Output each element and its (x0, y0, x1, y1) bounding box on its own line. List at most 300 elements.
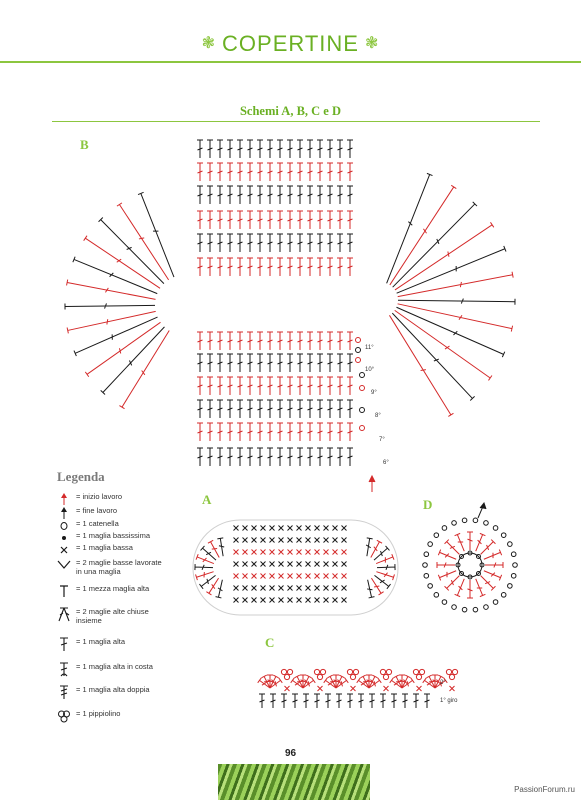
stitch-double-crochet (347, 332, 353, 350)
stitch-double-crochet (297, 332, 303, 350)
stitch-chain (434, 533, 439, 538)
stitch-double-crochet (307, 258, 313, 276)
legend-text: = fine lavoro (76, 506, 118, 515)
stitch-single-crochet (342, 574, 347, 579)
stitch-double-crochet (247, 140, 253, 158)
stitch-single-crochet (234, 574, 239, 579)
stitch-double-crochet (317, 186, 323, 204)
stitch-single-crochet (315, 526, 320, 531)
stitch-picot (413, 669, 418, 674)
section-title: Schemi A, B, C e D (239, 104, 342, 118)
stitch-chain (511, 552, 516, 557)
stitch-double-crochet (297, 163, 303, 181)
stitch-double-crochet (237, 140, 243, 158)
stitch-double-crochet (257, 400, 263, 418)
stitch-double-crochet (336, 694, 342, 708)
stitch-single-crochet (333, 586, 338, 591)
stitch-double-crochet (327, 354, 333, 372)
stitch-chain (462, 607, 467, 612)
stitch-double-crochet (237, 448, 243, 466)
stitch-double-crochet (481, 576, 496, 591)
stitch-single-crochet (252, 586, 257, 591)
stitch-double-crochet (247, 354, 253, 372)
stitch-double-crochet (347, 423, 353, 441)
stitch-double-crochet (197, 163, 203, 181)
stitch-double-crochet (247, 423, 253, 441)
stitch-double-crochet (267, 211, 273, 229)
stitch-chain (501, 533, 506, 538)
stitch-single-crochet (252, 574, 257, 579)
stitch-chain (442, 526, 447, 531)
stitch-double-crochet (307, 377, 313, 395)
round-label: 6° (383, 460, 389, 466)
stitch-double-crochet (327, 140, 333, 158)
stitch-single-crochet (270, 550, 275, 555)
stitch-double-crochet (217, 377, 223, 395)
stitch-double-crochet (207, 211, 213, 229)
stitch-double-crochet (197, 234, 203, 252)
legend-text: = 2 maglie alte chiuse insieme (76, 607, 149, 625)
stitch-single-crochet (333, 562, 338, 567)
stitch-double-crochet (307, 163, 313, 181)
stitch-double-crochet (247, 258, 253, 276)
stitch-single-crochet (333, 598, 338, 603)
stitch-chain (360, 426, 365, 431)
stitch-double-crochet (195, 564, 213, 570)
stitch-single-crochet (297, 586, 302, 591)
stitch-double-crochet (337, 211, 343, 229)
stitch-double-crochet (247, 400, 253, 418)
stitch-double-crochet (277, 234, 283, 252)
stitch-double-crochet (257, 448, 263, 466)
flower-right-icon: ❃ (364, 35, 380, 52)
round-label: 11° (365, 345, 374, 351)
diagram-d-label: D (423, 497, 433, 512)
stitch-single-crochet (324, 526, 329, 531)
legend-text: = 1 pippiolino (76, 709, 121, 718)
stitch-double-crochet (227, 234, 233, 252)
legend-text: = 1 maglia bassa (76, 543, 133, 552)
stitch-double-crochet (347, 377, 353, 395)
stitch-double-crochet (337, 377, 343, 395)
stitch-single-crochet (384, 686, 389, 691)
stitch-double-crochet (337, 332, 343, 350)
stitch-double-crochet (277, 354, 283, 372)
stitch-double-crochet (317, 234, 323, 252)
stitch-single-crochet (285, 686, 290, 691)
stitch-double-crochet (484, 571, 502, 581)
stitch-double-crochet (197, 211, 203, 229)
stitch-single-crochet (252, 598, 257, 603)
stitch-chain (434, 593, 439, 598)
legend-item (56, 492, 166, 506)
stitch-double-crochet (227, 140, 233, 158)
stitch-double-crochet (297, 234, 303, 252)
stitch-double-crochet (277, 186, 283, 204)
stitch-double-crochet (303, 694, 309, 708)
stitch-double-crochet (317, 448, 323, 466)
stitch-chain (462, 518, 467, 523)
stitch-double-crochet (267, 234, 273, 252)
stitch-double-crochet (270, 694, 276, 708)
stitch-double-crochet (481, 540, 496, 555)
stitch-double-crochet (227, 211, 233, 229)
stitch-double-crochet (390, 678, 402, 688)
stitch-double-crochet (217, 423, 223, 441)
treble-icon (56, 685, 72, 699)
stitch-single-crochet (234, 526, 239, 531)
stitch-double-crochet (484, 550, 502, 560)
stitch-double-crochet (227, 448, 233, 466)
diagram-a (193, 520, 398, 615)
stitch-double-crochet (197, 332, 203, 350)
stitch-single-crochet (279, 538, 284, 543)
stitch-single-crochet (261, 586, 266, 591)
stitch-double-crochet (467, 532, 473, 550)
stitch-double-crochet (257, 163, 263, 181)
stitch-single-crochet (279, 550, 284, 555)
stitch-double-crochet (247, 234, 253, 252)
stitch-single-crochet (333, 550, 338, 555)
stitch-double-crochet (423, 678, 435, 688)
stitch-double-crochet (257, 186, 263, 204)
stitch-double-crochet (398, 299, 515, 305)
stitch-single-crochet (324, 598, 329, 603)
stitch-double-crochet (369, 694, 375, 708)
stitch-double-crochet (227, 377, 233, 395)
stitch-chain (473, 518, 478, 523)
stitch-double-crochet (101, 327, 165, 395)
stitch-single-crochet (297, 538, 302, 543)
stitch-double-crochet (217, 163, 223, 181)
stitch-double-crochet (387, 173, 433, 283)
stitch-double-crochet (317, 258, 323, 276)
legend-text: = 1 maglia alta doppia (76, 685, 150, 694)
stitch-double-crochet (287, 354, 293, 372)
stitch-double-crochet (267, 140, 273, 158)
stitch-chain (360, 386, 365, 391)
stitch-double-crochet (277, 258, 283, 276)
stitch-double-crochet (347, 234, 353, 252)
stitch-double-crochet (237, 377, 243, 395)
stitch-double-crochet (317, 163, 323, 181)
stitch-double-crochet (327, 332, 333, 350)
stitch-double-crochet (247, 186, 253, 204)
stitch-chain (473, 607, 478, 612)
stitch-double-crochet (287, 448, 293, 466)
stitch-single-crochet (297, 574, 302, 579)
stitch-double-crochet (324, 678, 336, 688)
stitch-double-crochet (257, 423, 263, 441)
stitch-double-crochet (337, 423, 343, 441)
stitch-double-crochet (207, 332, 213, 350)
stitch-double-crochet (267, 332, 273, 350)
stitch-chain (484, 605, 489, 610)
stitch-double-crochet (287, 423, 293, 441)
diagram-a-label: A (202, 492, 212, 507)
stitch-picot (446, 669, 451, 674)
stitch-picot (383, 674, 388, 679)
stitch-double-crochet (347, 163, 353, 181)
stitch-double-crochet (207, 423, 213, 441)
legend-item (56, 637, 166, 651)
stitch-single-crochet (243, 550, 248, 555)
stitch-double-crochet (237, 332, 243, 350)
stitch-single-crochet (288, 538, 293, 543)
stitch-double-crochet (327, 186, 333, 204)
legend-item (56, 685, 166, 699)
stitch-single-crochet (270, 538, 275, 543)
stitch-double-crochet (287, 186, 293, 204)
stitch-double-crochet (227, 186, 233, 204)
stitch-chain (356, 338, 361, 343)
stitch-picot (320, 669, 325, 674)
stitch-picot (347, 669, 352, 674)
stitch-double-crochet (347, 354, 353, 372)
stitch-picot (284, 674, 289, 679)
stitch-double-crochet (317, 377, 323, 395)
diagram-d (423, 503, 518, 612)
stitch-double-crochet (277, 448, 283, 466)
stitch-single-crochet (279, 526, 284, 531)
oval-outline (193, 520, 398, 615)
stitch-double-crochet (267, 400, 273, 418)
stitch-picot (314, 669, 319, 674)
stitch-single-crochet (252, 562, 257, 567)
stitch-double-crochet (287, 140, 293, 158)
stitch-double-crochet (307, 400, 313, 418)
legend-text: = 1 mezza maglia alta (76, 584, 150, 593)
stitch-double-crochet (257, 354, 263, 372)
stitch-double-crochet (426, 675, 435, 688)
stitch-single-crochet (252, 526, 257, 531)
two-sc-one-stitch-icon (56, 558, 72, 572)
stitch-double-crochet (337, 258, 343, 276)
stitch-single-crochet (270, 526, 275, 531)
stitch-single-crochet (243, 526, 248, 531)
stitch-double-crochet (402, 694, 408, 708)
stitch-chain (360, 373, 365, 378)
stitch-double-crochet (258, 678, 270, 688)
stitch-double-crochet (327, 377, 333, 395)
stitch-double-crochet (267, 186, 273, 204)
stitch-double-crochet (217, 258, 223, 276)
stitch-double-crochet (366, 538, 373, 556)
stitch-double-crochet (327, 423, 333, 441)
stitch-double-crochet (277, 423, 283, 441)
stitch-double-crochet (395, 222, 494, 290)
stitch-chain (428, 542, 433, 547)
stitch-single-crochet (234, 538, 239, 543)
stitch-double-crochet (390, 185, 456, 285)
stitch-single-crochet (297, 562, 302, 567)
round-labels-c (440, 680, 458, 704)
stitch-double-crochet (307, 186, 313, 204)
page-number: 96 (284, 748, 297, 759)
stitch-double-crochet (237, 258, 243, 276)
black-arrow-icon (56, 506, 72, 520)
stitch-double-crochet (267, 354, 273, 372)
stitch-double-crochet (119, 331, 169, 409)
stitch-picot (380, 669, 385, 674)
stitch-double-crochet (287, 400, 293, 418)
stitch-single-crochet (306, 586, 311, 591)
stitch-single-crochet (270, 562, 275, 567)
post-double-icon (56, 662, 72, 676)
stitch-double-crochet (393, 675, 402, 688)
legend-item (56, 558, 166, 576)
stitch-double-crochet (217, 538, 224, 556)
stitch-double-crochet (467, 580, 473, 598)
stitch-double-crochet (347, 211, 353, 229)
stitch-double-crochet (247, 163, 253, 181)
stitch-chain (484, 521, 489, 526)
stitch-double-crochet (317, 140, 323, 158)
stitch-picot (353, 669, 358, 674)
stitch-chain (501, 593, 506, 598)
stitch-double-crochet (327, 234, 333, 252)
stitch-double-crochet (217, 186, 223, 204)
stitch-chain (508, 584, 513, 589)
round-labels-b (365, 345, 389, 466)
stitch-double-crochet (317, 211, 323, 229)
stitch-chain (423, 563, 428, 568)
stitch-double-crochet (337, 354, 343, 372)
stitch-double-crochet (197, 377, 203, 395)
stitch-double-crochet (287, 332, 293, 350)
stitch-single-crochet (261, 598, 266, 603)
stitch-single-crochet (297, 526, 302, 531)
stitch-picot (386, 669, 391, 674)
stitch-single-crochet (288, 562, 293, 567)
stitch-single-crochet (342, 538, 347, 543)
stitch-single-crochet (270, 586, 275, 591)
stitch-double-crochet (247, 332, 253, 350)
single-crochet-icon (56, 543, 72, 557)
stitch-single-crochet (342, 550, 347, 555)
stitch-double-crochet (337, 448, 343, 466)
stitch-single-crochet (315, 550, 320, 555)
stitch-single-crochet (342, 562, 347, 567)
stitch-chain (511, 573, 516, 578)
stitch-double-crochet (73, 257, 157, 294)
stitch-double-crochet (455, 579, 465, 597)
stitch-double-crochet (337, 163, 343, 181)
stitch-double-crochet (84, 236, 160, 289)
stitch-double-crochet (85, 322, 160, 376)
stitch-double-crochet (65, 303, 155, 309)
page-title-text: COPERTINE (222, 31, 359, 56)
stitch-single-crochet (306, 538, 311, 543)
stitch-double-crochet (207, 186, 213, 204)
legend-text: = 1 maglia bassissima (76, 531, 150, 540)
yarn-photo-strip (218, 764, 370, 800)
stitch-double-crochet (357, 678, 369, 688)
stitch-single-crochet (297, 550, 302, 555)
stitch-picot (419, 669, 424, 674)
round-label: 7° (379, 437, 385, 443)
stitch-double-crochet (207, 234, 213, 252)
stitch-double-crochet (337, 400, 343, 418)
stitch-double-crochet (287, 163, 293, 181)
stitch-single-crochet (243, 586, 248, 591)
stitch-single-crochet (342, 598, 347, 603)
stitch-double-crochet (393, 202, 477, 287)
stitch-double-crochet (207, 258, 213, 276)
stitch-double-crochet (67, 280, 156, 300)
stitch-double-crochet (307, 423, 313, 441)
round-label: 10° (365, 367, 375, 373)
legend-text: = inizio lavoro (76, 492, 123, 501)
dc2tog-icon (56, 607, 72, 621)
stitch-single-crochet (261, 574, 266, 579)
stitch-double-crochet (217, 332, 223, 350)
stitch-double-crochet (237, 400, 243, 418)
stitch-double-crochet (297, 400, 303, 418)
stitch-double-crochet (317, 332, 323, 350)
stitch-single-crochet (279, 574, 284, 579)
stitch-double-crochet (281, 694, 287, 708)
stitch-double-crochet (237, 163, 243, 181)
stitch-double-crochet (237, 354, 243, 372)
stitch-single-crochet (342, 526, 347, 531)
stitch-double-crochet (257, 234, 263, 252)
stitch-single-crochet (261, 526, 266, 531)
stitch-double-crochet (197, 400, 203, 418)
stitch-double-crochet (297, 377, 303, 395)
stitch-single-crochet (234, 562, 239, 567)
stitch-double-crochet (227, 163, 233, 181)
stitch-double-crochet (197, 186, 203, 204)
stitch-double-crochet (74, 317, 158, 356)
stitch-double-crochet (227, 423, 233, 441)
stitch-double-crochet (197, 448, 203, 466)
stitch-picot (416, 674, 421, 679)
stitch-double-crochet (287, 211, 293, 229)
stitch-double-crochet (267, 423, 273, 441)
stitch-double-crochet (277, 377, 283, 395)
stitch-double-crochet (197, 258, 203, 276)
stitch-double-crochet (197, 354, 203, 372)
stitch-double-crochet (347, 694, 353, 708)
stitch-double-crochet (217, 354, 223, 372)
stitch-single-crochet (243, 562, 248, 567)
stitch-double-crochet (297, 211, 303, 229)
stitch-double-crochet (297, 140, 303, 158)
stitch-double-crochet (257, 258, 263, 276)
stitch-single-crochet (324, 538, 329, 543)
flower-left-icon: ❃ (201, 35, 217, 52)
stitch-double-crochet (307, 448, 313, 466)
stitch-double-crochet (237, 211, 243, 229)
stitch-single-crochet (261, 538, 266, 543)
stitch-single-crochet (279, 586, 284, 591)
legend-item (56, 584, 166, 598)
stitch-double-crochet (267, 448, 273, 466)
watermark: PassionForum.ru (514, 785, 575, 794)
stitch-double-crochet (327, 163, 333, 181)
stitch-double-crochet (277, 140, 283, 158)
stitch-double-crochet (476, 579, 486, 597)
stitch-double-crochet (377, 564, 395, 570)
stitch-double-crochet (360, 675, 369, 688)
stitch-double-crochet (307, 332, 313, 350)
legend-item (56, 607, 166, 625)
stitch-single-crochet (279, 562, 284, 567)
stitch-single-crochet (261, 562, 266, 567)
diagram-b-label: B (80, 137, 89, 152)
stitch-chain (356, 358, 361, 363)
